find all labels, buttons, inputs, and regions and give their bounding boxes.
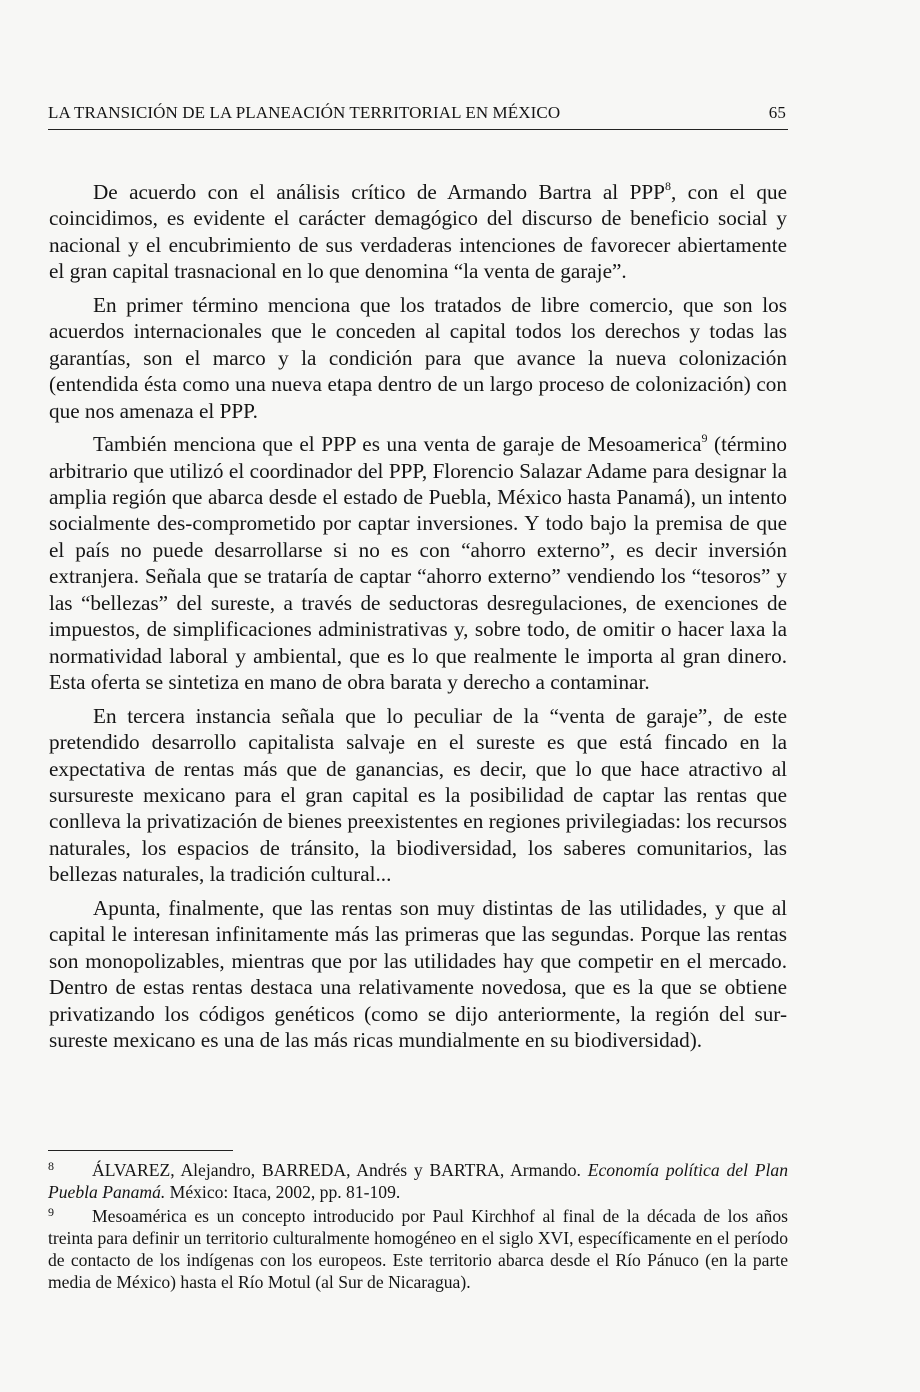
footnote-ref-9[interactable]: 9: [701, 431, 708, 446]
footnotes: [48, 1159, 788, 1295]
footnote-9-text: Mesoamérica es un concepto introducido por Paul Kirchhof al final de la década de los años treinta para definir un territorio culturalmente homogéneo en el siglo XVI, específicamente en el período de contacto de los indígenas con los europeos. Este territorio abarca desde el Río Pánuco (en la parte media de México) hasta el Río Motul (al Sur de Nicaragua).: [48, 1206, 788, 1292]
footnote-9: 9 Mesoamérica es un concepto introducido por Paul Kirchhof al final de la década de los años treinta para definir un territorio culturalmente homogéneo en el siglo XVI, específicamente en el período de contacto de los indígenas con los europeos. Este territorio abarca desde el Río Pánuco (en la parte media de México) hasta el Río Motul (al Sur de Nicaragua).: [48, 1205, 788, 1292]
body-text: [49, 179, 787, 1054]
paragraph-2: En primer término menciona que los tratados de libre comercio, que son los acuerdos internacionales que le conceden al capital todos los derechos y todas las garantías, son el marco y la condición para que avance la nueva colonización (entendida ésta como una nueva etapa dentro de un largo proceso de colonización) con que nos amenaza el PPP.: [49, 292, 787, 423]
paragraph-1: [49, 179, 787, 285]
paragraph-3-text-a: También menciona que el PPP es una venta de garaje de Mesoamerica: [93, 432, 702, 457]
footnote-8-title: Economía política del Plan Puebla Panamá.: [48, 1160, 788, 1202]
footnote-8-authors: ÁLVAREZ, Alejandro, BARREDA, Andrés y BARTRA, Armando.: [92, 1160, 588, 1180]
paragraph-3-text-b: (término arbitrario que utilizó el coordinador del PPP, Florencio Salazar Adame para designar la amplia región que abarca desde el estado de Puebla, México hasta Panamá), un intento socialmente des-comprometido por captar inversiones. Y todo bajo la premisa de que el país no puede desarrollarse si no es con “ahorro externo”, es decir inversión extranjera. Señala que se trataría de captar “ahorro externo” vendiendo los “tesoros” y las “bellezas” del sureste, a través de seductoras desregulaciones, de exenciones de impuestos, de simplificaciones administrativas y, sobre todo, de omitir o hacer laxa la normatividad laboral y ambiental, que es lo que realmente le importa al gran dinero. Esta oferta se sintetiza en mano de obra barata y derecho a contaminar.: [49, 432, 787, 695]
paragraph-1-text-b: , con el que coincidimos, es evidente el carácter demagógico del discurso de beneficio social y nacional y el encubrimiento de sus verdaderas intenciones de favorecer abiertamente el gran capital trasnacional en lo que denomina “la venta de garaje”.: [49, 180, 787, 284]
paragraph-4: En tercera instancia señala que lo peculiar de la “venta de garaje”, de este pretendido desarrollo capitalista salvaje en el sureste es que está fincado en la expectativa de rentas más que de ganancias, es decir, que lo que hace atractivo al sursureste mexicano para el gran capital es la posibilidad de captar las rentas que conlleva la privatización de bienes preexistentes en regiones privilegiadas: los recursos naturales, los espacios de tránsito, la biodiversidad, los saberes comunitarios, las bellezas naturales, la tradición cultural...: [49, 703, 787, 887]
footnote-8: 8 ÁLVAREZ, Alejandro, BARREDA, Andrés y BARTRA, Armando. Economía política del Plan Puebla Panamá. México: Itaca, 2002, pp. 81-109.: [48, 1159, 788, 1202]
page-number: 65: [768, 103, 786, 122]
paragraph-5: Apunta, finalmente, que las rentas son muy distintas de las utilidades, y que al capital le interesan infinitamente más las primeras que las segundas. Porque las rentas son monopolizables, mientras que por las utilidades hay que competir en el mercado. Dentro de estas rentas destaca una relativamente novedosa, que es la que se obtiene privatizando los códigos genéticos (como se dijo anteriormente, la región del sur-sureste mexicano es una de las más ricas mundialmente en su biodiversidad).: [49, 895, 787, 1053]
running-title: LA TRANSICIÓN DE LA PLANEACIÓN TERRITORIAL EN MÉXICO: [48, 103, 561, 122]
running-header: [48, 103, 786, 123]
paragraph-1-text-a: De acuerdo con el análisis crítico de Armando Bartra al PPP: [93, 180, 665, 204]
header-rule: [48, 129, 788, 130]
footnote-rule: [48, 1150, 233, 1151]
footnote-8-publisher: México: Itaca, 2002, pp. 81-109.: [165, 1182, 401, 1202]
footnote-ref-8[interactable]: 8: [664, 179, 671, 193]
paragraph-3: [49, 431, 787, 696]
